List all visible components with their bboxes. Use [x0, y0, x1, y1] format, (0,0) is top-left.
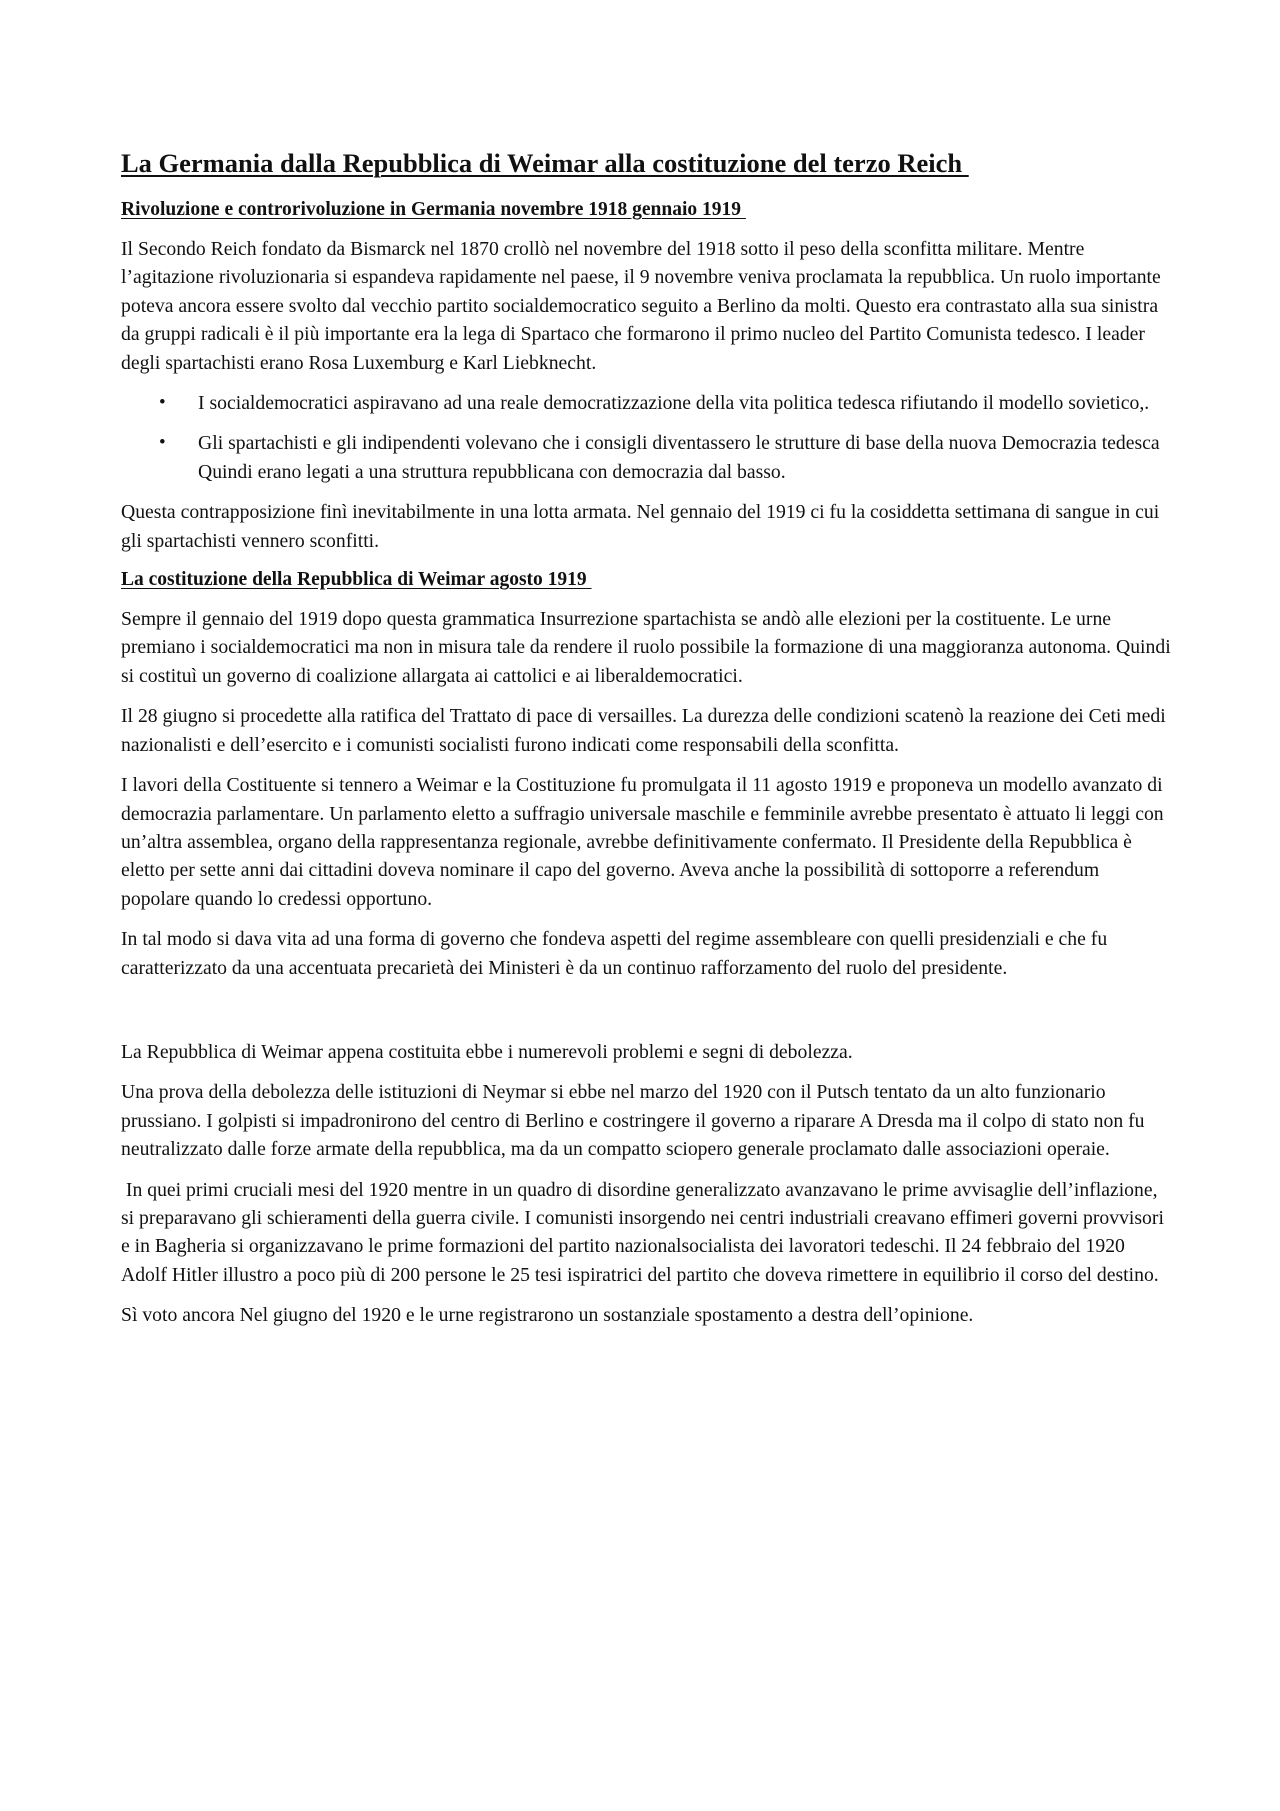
- section-heading: La costituzione della Repubblica di Weimar agosto 1919: [121, 569, 592, 591]
- paragraph: Sì voto ancora Nel giugno del 1920 e le urne registrarono un sostanziale spostamento a destra dell’opinione.: [121, 1304, 974, 1327]
- section-closing: [121, 1038, 1171, 1330]
- paragraph: Il 28 giugno si procedette alla ratifica del Trattato di pace di versailles. La durezza delle condizioni scatenò la reazione dei Ceti medi nazionalisti e dell’esercito e i comunisti socialisti furono indicati come responsabili della sconfitta.: [121, 705, 1166, 756]
- section-constitution: [121, 567, 1171, 982]
- bullet-item: [121, 389, 1171, 417]
- paragraph: Questa contrapposizione finì inevitabilmente in una lotta armata. Nel gennaio del 1919 ci fu la cosiddetta settimana di sangue in cui gli spartachisti vennero sconfitti.: [121, 501, 1160, 552]
- bullet-text: Gli spartachisti e gli indipendenti volevano che i consigli diventassero le strutture di base della nuova Democrazia tedesca Quindi erano legati a una struttura repubblicana con democrazia dal basso.: [198, 432, 1160, 483]
- paragraph: La Repubblica di Weimar appena costituita ebbe i numerevoli problemi e segni di debolezza.: [121, 1040, 853, 1063]
- blank-line: [121, 994, 1171, 1038]
- paragraph: Una prova della debolezza delle istituzioni di Neymar si ebbe nel marzo del 1920 con il Putsch tentato da un alto funzionario prussiano. I golpisti si impadronirono del centro di Berlino e costringere il governo a riparare A Dresda ma il colpo di stato non fu neutralizzato dalle forze armate della repubblica, ma da un compatto sciopero generale proclamato dalle associazioni operaie.: [121, 1081, 1145, 1161]
- bullet-icon: •: [159, 432, 166, 454]
- section-revolution: [121, 197, 1171, 555]
- bullet-list: [121, 389, 1171, 486]
- paragraph: Sempre il gennaio del 1919 dopo questa grammatica Insurrezione spartachista se andò alle elezioni per la costituente. Le urne premiano i socialdemocratici ma non in misura tale da rendere il ruolo possibile la formazione di una maggioranza autonoma. Quindi si costituì un governo di coalizione allargata ai cattolici e ai liberaldemocratici.: [121, 608, 1171, 687]
- bullet-icon: •: [159, 392, 166, 414]
- paragraph: In quei primi cruciali mesi del 1920 mentre in un quadro di disordine generalizzato avanzavano le prime avvisaglie dell’inflazione, si preparavano gli schieramenti della guerra civile. I comunisti insorgendo nei centri industriali creavano effimeri governi provvisori e in Bagheria si organizzavano le prime formazioni del partito nazionalsocialista dei lavoratori tedeschi. Il 24 febbraio del 1920 Adolf Hitler illustro a poco più di 200 persone le 25 tesi ispiratrici del partito che doveva rimettere in equilibrio il corso del destino.: [121, 1178, 1169, 1286]
- paragraph: I lavori della Costituente si tennero a Weimar e la Costituzione fu promulgata il 11 agosto 1919 e proponeva un modello avanzato di democrazia parlamentare. Un parlamento eletto a suffragio universale maschile e femminile avrebbe presentato è attuato li leggi con un’altra assemblea, organo della rappresentanza regionale, avrebbe definitivamente confermato. Il Presidente della Repubblica è eletto per sette anni dai cittadini doveva nominare il capo del governo. Aveva anche la possibilità di sottoporre a referendum popolare quando lo credessi opportuno.: [121, 774, 1164, 910]
- paragraph: In tal modo si dava vita ad una forma di governo che fondeva aspetti del regime assembleare con quelli presidenziali e che fu caratterizzato da una accentuata precarietà dei Ministeri è da un continuo rafforzamento del ruolo del presidente.: [121, 928, 1108, 979]
- bullet-item: [121, 429, 1171, 486]
- section-heading: Rivoluzione e controrivoluzione in Germania novembre 1918 gennaio 1919: [121, 199, 746, 220]
- bullet-text: I socialdemocratici aspiravano ad una reale democratizzazione della vita politica tedesca rifiutando il modello sovietico,.: [198, 392, 1150, 415]
- document-page: [121, 146, 1171, 1342]
- paragraph: Il Secondo Reich fondato da Bismarck nel 1870 crollò nel novembre del 1918 sotto il peso della sconfitta militare. Mentre l’agitazione rivoluzionaria si espandeva rapidamente nel paese, il 9 novembre veniva proclamata la repubblica. Un ruolo importante poteva ancora essere svolto dal vecchio partito socialdemocratico seguito a Berlino da molti. Questo era contrastato alla sua sinistra da gruppi radicali è il più importante era la lega di Spartaco che formarono il primo nucleo del Partito Comunista tedesco. I leader degli spartachisti erano Rosa Luxemburg e Karl Liebknecht.: [121, 238, 1161, 374]
- document-title: La Germania dalla Repubblica di Weimar alla costituzione del terzo Reich: [121, 148, 969, 178]
